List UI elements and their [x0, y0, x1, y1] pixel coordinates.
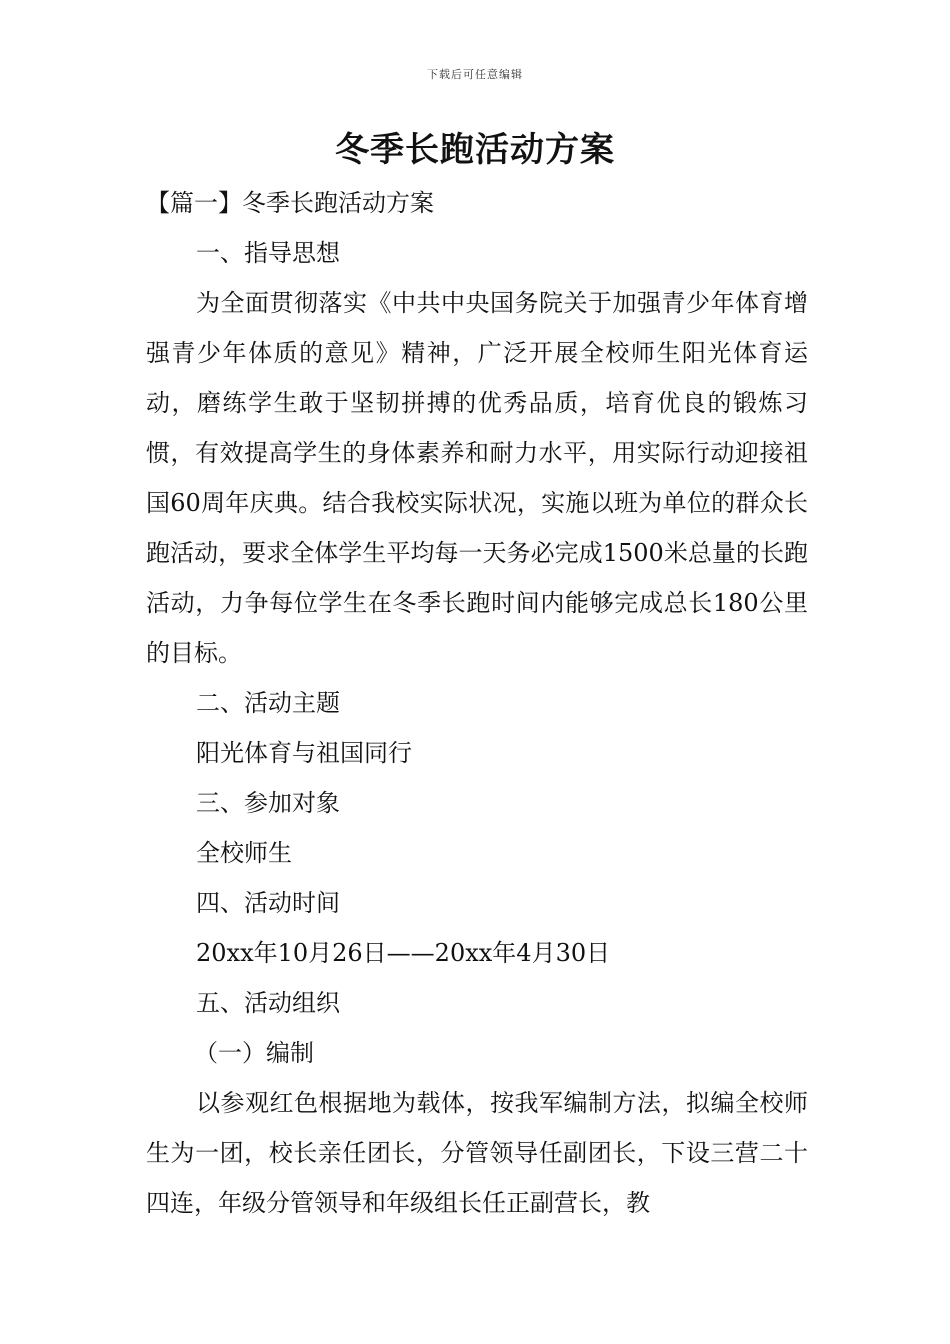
- section-body-1: 为全面贯彻落实《中共中央国务院关于加强青少年体育增强青少年体质的意见》精神，广泛开展全校师生阳光体育运动，磨练学生敢于坚韧拼搏的优秀品质，培育优良的锻炼习惯，有效提高学生的身体素养和耐力水平，用实际行动迎接祖国60周年庆典。结合我校实际状况，实施以班为单位的群众长跑活动，要求全体学生平均每一天务必完成1500米总量的长跑活动，力争每位学生在冬季长跑时间内能够完成总长180公里的目标。: [146, 289, 808, 667]
- section-heading-3: 三、参加对象: [196, 789, 340, 817]
- section-body-2: 阳光体育与祖国同行: [196, 739, 412, 767]
- section-body-3: 全校师生: [196, 839, 292, 867]
- document-body: [146, 178, 808, 1228]
- section-heading-5: 五、活动组织: [196, 989, 340, 1017]
- section-subheading-5: （一）编制: [194, 1039, 314, 1067]
- article-heading: 【篇一】冬季长跑活动方案: [146, 189, 434, 217]
- section-heading-1: 一、指导思想: [196, 239, 340, 267]
- section-heading-4: 四、活动时间: [196, 889, 340, 917]
- header-note: 下载后可任意编辑: [427, 68, 523, 81]
- section-body-4: 20xx年10月26日——20xx年4月30日: [196, 939, 611, 967]
- section-body-5: 以参观红色根据地为载体，按我军编制方法，拟编全校师生为一团，校长亲任团长，分管领导任副团长，下设三营二十四连，年级分管领导和年级组长任正副营长，教: [146, 1089, 808, 1217]
- section-heading-2: 二、活动主题: [196, 689, 340, 717]
- document-title: 冬季长跑活动方案: [335, 130, 615, 170]
